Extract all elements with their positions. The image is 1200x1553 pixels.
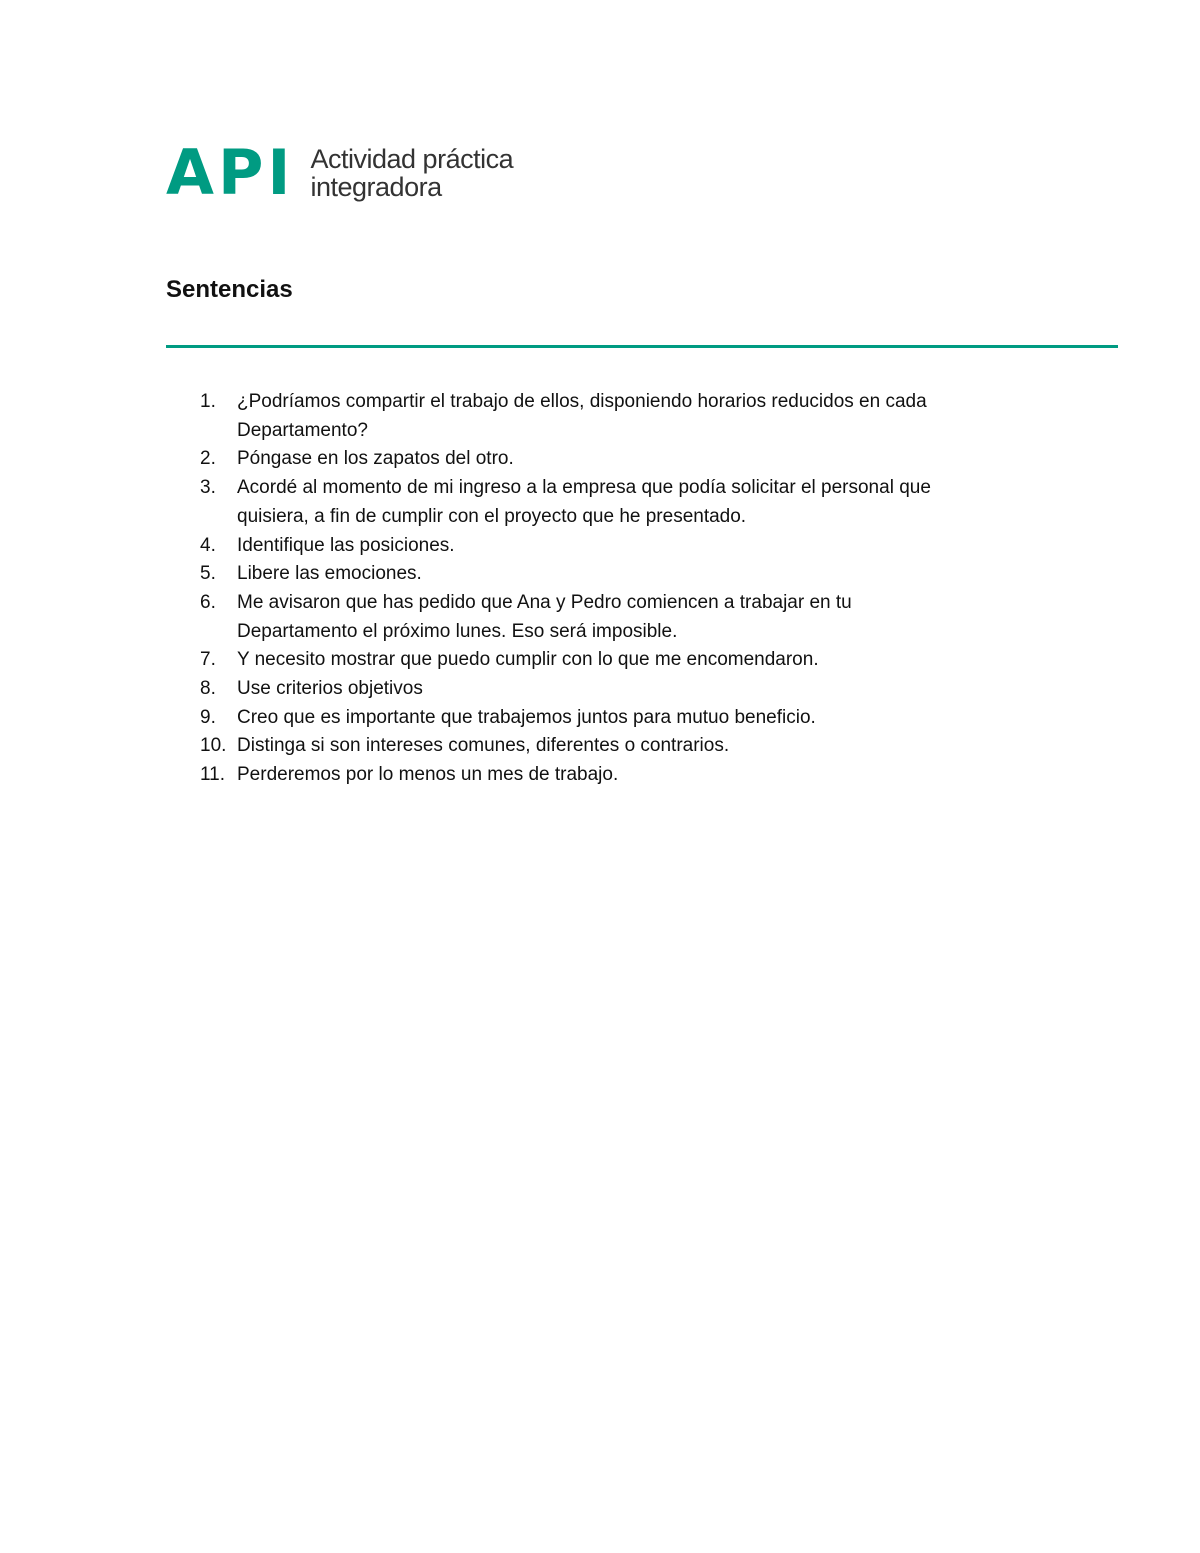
item-number: 10. xyxy=(200,735,227,757)
logo-line-2: integradora xyxy=(310,172,442,202)
item-text-line: Y necesito mostrar que puedo cumplir con lo que me encomendaron. xyxy=(237,649,819,671)
item-number: 9. xyxy=(200,706,216,728)
item-text-line: Use criterios objetivos xyxy=(237,678,423,700)
list-item xyxy=(200,388,1080,445)
item-text-line: Acordé al momento de mi ingreso a la empresa que podía solicitar el personal que xyxy=(237,477,931,499)
item-text-line: Perderemos por lo menos un mes de trabajo. xyxy=(237,764,619,786)
list-item xyxy=(200,675,1080,704)
item-number: 6. xyxy=(200,591,216,613)
api-logo xyxy=(166,136,514,209)
list-item xyxy=(200,445,1080,474)
item-text-line: quisiera, a fin de cumplir con el proyecto que he presentado. xyxy=(237,505,747,527)
item-number: 2. xyxy=(200,448,216,470)
list-item xyxy=(200,589,1080,646)
item-text-line: ¿Podríamos compartir el trabajo de ellos, disponiendo horarios reducidos en cada xyxy=(237,391,927,412)
logo-text xyxy=(311,145,514,201)
list-item xyxy=(200,646,1080,675)
item-number: 11. xyxy=(200,764,226,786)
item-text-line: Me avisaron que has pedido que Ana y Pedro comiencen a trabajar en tu xyxy=(237,591,852,613)
item-text-line: Distinga si son intereses comunes, diferentes o contrarios. xyxy=(237,735,730,757)
list-item xyxy=(200,560,1080,589)
list-item xyxy=(200,704,1080,733)
list-item xyxy=(200,761,1080,790)
list-item xyxy=(200,532,1080,561)
item-number: 8. xyxy=(200,678,216,700)
list-item xyxy=(200,474,1080,531)
item-text-line: Identifique las posiciones. xyxy=(237,534,455,556)
item-number: 5. xyxy=(200,563,216,585)
item-text-line: Departamento el próximo lunes. Eso será imposible. xyxy=(237,620,678,642)
item-number: 4. xyxy=(200,534,216,556)
item-text-line: Póngase en los zapatos del otro. xyxy=(237,448,514,470)
logo-line-1: Actividad práctica xyxy=(310,144,514,174)
item-text-line: Libere las emociones. xyxy=(237,563,422,585)
logo-mark: API xyxy=(166,136,295,209)
item-number: 3. xyxy=(200,477,216,499)
item-number: 7. xyxy=(200,649,216,671)
divider xyxy=(166,345,1118,348)
item-text-line: Creo que es importante que trabajemos juntos para mutuo beneficio. xyxy=(237,706,816,728)
item-text-line: Departamento? xyxy=(237,419,368,441)
section-title: Sentencias xyxy=(166,276,293,303)
list-item xyxy=(200,732,1080,761)
sentence-list xyxy=(200,388,1080,790)
item-number: 1. xyxy=(200,391,216,412)
